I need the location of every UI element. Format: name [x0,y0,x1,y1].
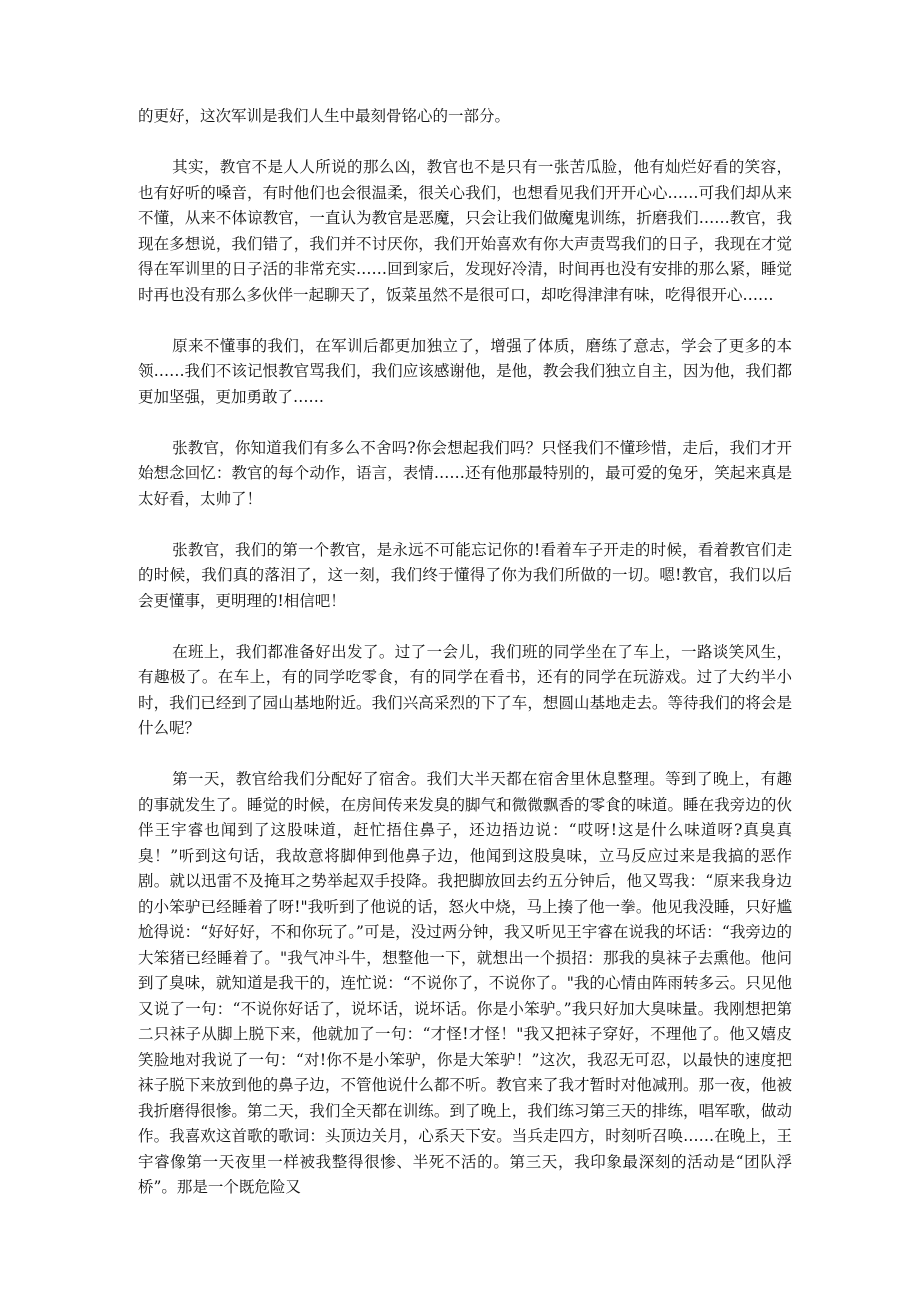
paragraph-miss-instructor: 张教官，你知道我们有多么不舍吗?你会想起我们吗？只怪我们不懂珍惜，走后，我们才开始想念回忆：教官的每个动作，语言，表情……还有他那最特别的，最可爱的兔牙，笑起来真是太好看，太帅了！ [138,438,792,508]
paragraph-farewell: 张教官，我们的第一个教官，是永远不可能忘记你的!看着车子开走的时候，看着教官们走的时候，我们真的落泪了，这一刻，我们终于懂得了你为我们所做的一切。嗯!教官，我们以后会更懂事，更明理的!相信吧！ [138,540,792,610]
paragraph-instructor-smile: 其实，教官不是人人所说的那么凶，教官也不是只有一张苦瓜脸，他有灿烂好看的笑容，也有好听的嗓音，有时他们也会很温柔，很关心我们，也想看见我们开开心心……可我们却从来不懂，从来不体谅教官，一直认为教官是恶魔，只会让我们做魔鬼训练，折磨我们……教官，我现在多想说，我们错了，我们并不讨厌你，我们开始喜欢有你大声责骂我们的日子，我现在才觉得在军训里的日子活的非常充实……回到家后，发现好冷清，时间再也没有安排的那么紧，睡觉时再也没有那么多伙伴一起聊天了，饭菜虽然不是很可口，却吃得津津有味，吃得很开心…… [138,158,792,304]
document-page [138,104,792,1226]
paragraph-departure: 在班上，我们都准备好出发了。过了一会儿，我们班的同学坐在了车上，一路谈笑风生，有趣极了。在车上，有的同学吃零食，有的同学在看书，还有的同学在玩游戏。过了大约半小时，我们已经到了园山基地附近。我们兴高采烈的下了车，想圆山基地走去。等待我们的将会是什么呢？ [138,642,792,737]
paragraph-continuation: 的更好，这次军训是我们人生中最刻骨铭心的一部分。 [138,107,511,125]
paragraph-independence: 原来不懂事的我们，在军训后都更加独立了，增强了体质，磨练了意志，学会了更多的本领……我们不该记恨教官骂我们，我们应该感谢他，是他，教会我们独立自主，因为他，我们都更加坚强，更加勇敢了…… [138,336,792,406]
paragraph-first-day: 第一天，教官给我们分配好了宿舍。我们大半天都在宿舍里休息整理。等到了晚上，有趣的事就发生了。睡觉的时候，在房间传来发臭的脚气和微微飘香的零食的味道。睡在我旁边的伙伴王宇睿也闻到了这股味道，赶忙捂住鼻子，还边捂边说：“哎呀!这是什么味道呀?真臭真臭！”听到这句话，我故意将脚伸到他鼻子边，他闻到这股臭味，立马反应过来是我搞的恶作剧。就以迅雷不及掩耳之势举起双手投降。我把脚放回去约五分钟后，他又骂我：“原来我身边的小笨驴已经睡着了呀!"我听到了他说的话，怒火中烧，马上揍了他一拳。他见我没睡，只好尴尬得说：“好好好，不和你玩了。”可是，没过两分钟，我又听见王宇睿在说我的坏话：“我旁边的大笨猪已经睡着了。"我气冲斗牛，想整他一下，就想出一个损招：那我的臭袜子去熏他。他问到了臭味，就知道是我干的，连忙说：“不说你了，不说你了。"我的心情由阵雨转多云。只见他又说了一句：“不说你好话了，说坏话，说坏话。你是小笨驴。”我只好加大臭味量。我刚想把第二只袜子从脚上脱下来，他就加了一句：“才怪!才怪！"我又把袜子穿好，不理他了。他又嬉皮笑脸地对我说了一句：“对!你不是小笨驴，你是大笨驴！”这次，我忍无可忍，以最快的速度把袜子脱下来放到他的鼻子边，不管他说什么都不听。教官来了我才暂时对他减刑。那一夜，他被我折磨得很惨。第二天，我们全天都在训练。到了晚上，我们练习第三天的排练，唱军歌，做动作。我喜欢这首歌的歌词：头顶边关月，心系天下安。当兵走四方，时刻听召唤……在晚上，王宇睿像第一天夜里一样被我整得很惨、半死不活的。第三天，我印象最深刻的活动是“团队浮桥”。那是一个既危险又 [138,770,792,1196]
